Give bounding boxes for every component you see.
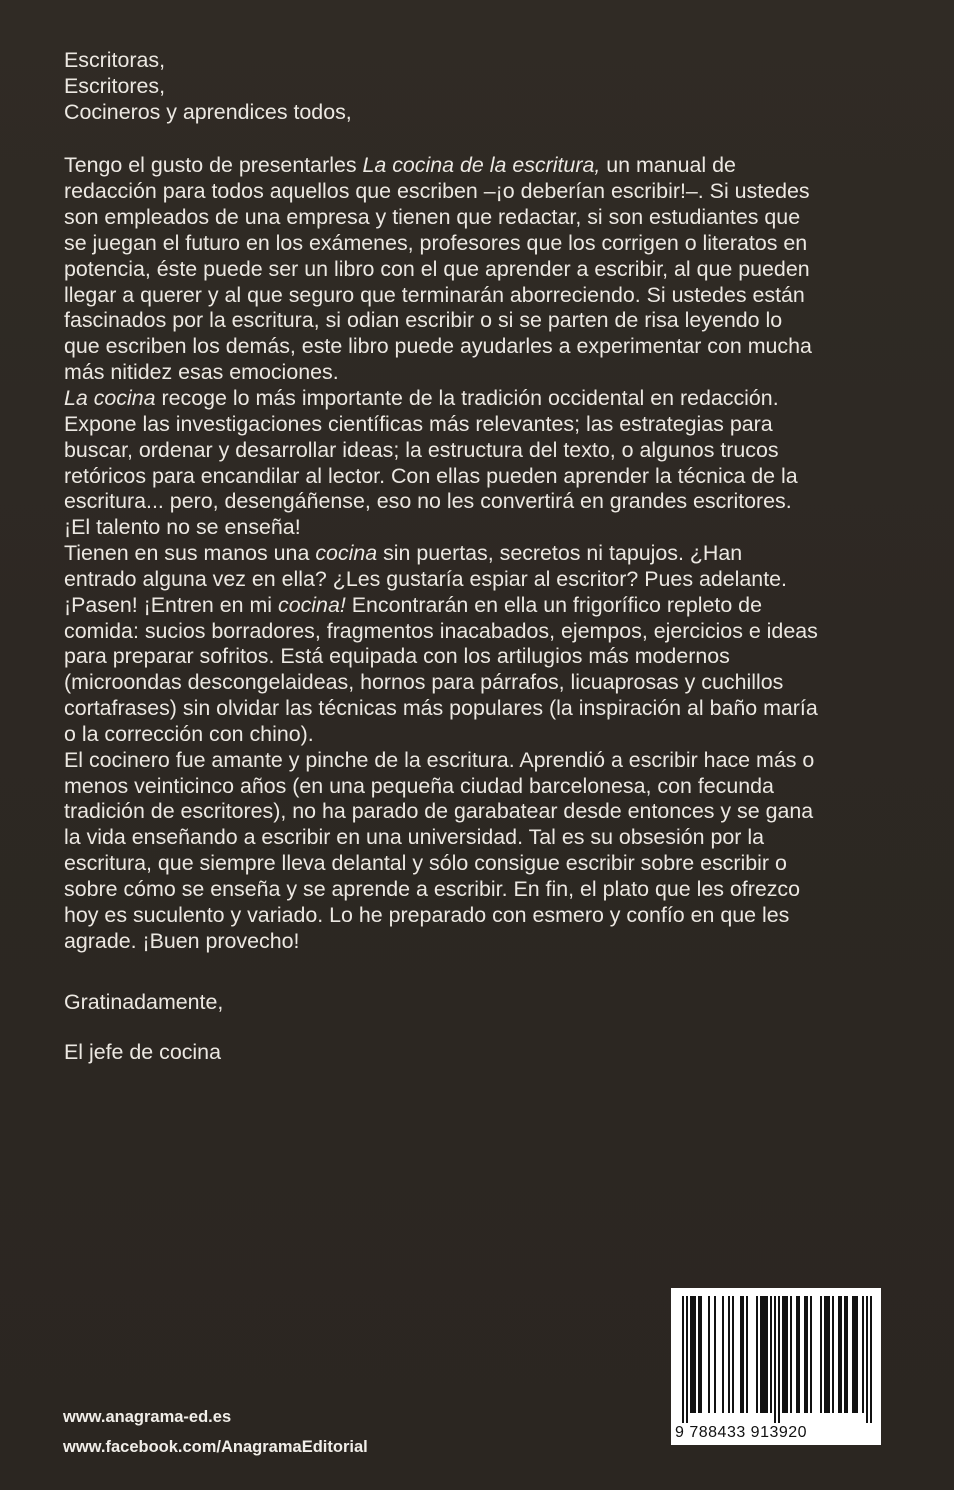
barcode-bar	[708, 1296, 710, 1413]
barcode-bar	[698, 1296, 700, 1413]
barcode-bar	[770, 1296, 772, 1413]
barcode-bar	[714, 1296, 716, 1413]
text-line: más nitidez esas emociones.	[64, 360, 339, 385]
text-line	[64, 541, 894, 567]
barcode-bar	[838, 1296, 840, 1413]
barcode-bar	[762, 1296, 764, 1413]
website-link[interactable]: www.anagrama-ed.es	[63, 1408, 232, 1426]
text-line: buscar, ordenar y desarrollar ideas; la estructura del texto, o algunos trucos	[64, 437, 779, 462]
barcode-bar	[742, 1296, 744, 1413]
text-line: son empleados de una empresa y tienen que redactar, si son estudiantes que	[64, 205, 801, 230]
text-line: sobre cómo se enseña y se aprende a escribir. En fin, el plato que les ofrezco	[64, 877, 801, 901]
text-line: tradición de escritores), no ha parado de garabatear desde entonces y se gana	[64, 799, 814, 824]
text-run: recoge lo más importante de la tradición occidental en redacción.	[155, 385, 779, 410]
barcode-bar	[700, 1296, 702, 1413]
barcode-bar	[740, 1296, 742, 1413]
barcode-bar	[832, 1296, 834, 1413]
text-line: redacción para todos aquellos que escriben –¡o deberían escribir!–. Si ustedes	[64, 179, 810, 204]
cover-text	[64, 48, 894, 1066]
text-line: que escriben los demás, este libro puede ayudarles a experimentar con mucha	[64, 334, 812, 359]
text-line: fascinados por la escritura, si odian escribir o si se parten de risa leyendo lo	[64, 308, 783, 333]
barcode-bar	[732, 1296, 734, 1413]
text-run: un manual de	[600, 153, 736, 178]
italic-run: cocina	[315, 541, 378, 566]
paragraph-author	[64, 748, 894, 955]
barcode-bar	[866, 1296, 868, 1423]
barcode-bar	[804, 1296, 806, 1413]
barcode-bars	[671, 1288, 881, 1423]
barcode-bar	[760, 1296, 762, 1413]
text-line: o la corrección con chino).	[64, 721, 314, 746]
barcode-bar	[682, 1296, 684, 1423]
text-run: Tengo el gusto de presentarles	[64, 153, 363, 178]
paragraph-kitchen	[64, 541, 894, 748]
text-line: cortafrases) sin olvidar las técnicas más populares (la inspiración al baño maría	[64, 696, 818, 721]
barcode-bar	[806, 1296, 808, 1413]
text-line: comida: sucios borradores, fragmentos inacabados, ejempos, ejercicios e ideas	[64, 618, 818, 643]
signature: El jefe de cocina	[64, 1040, 221, 1065]
barcode-bar	[782, 1296, 784, 1413]
greeting-line: Escritores,	[64, 73, 166, 98]
barcode-bar	[840, 1296, 842, 1413]
barcode-bar	[820, 1296, 822, 1413]
text-line: Expone las investigaciones científicas más relevantes; las estrategias para	[64, 411, 773, 436]
book-title: La cocina de la escritura,	[362, 153, 601, 178]
barcode-bar	[854, 1296, 856, 1413]
barcode-bar	[870, 1296, 872, 1423]
barcode-bar	[766, 1296, 768, 1413]
text-line: menos veinticinco años (en una pequeña ciudad barcelonesa, con fecunda	[64, 773, 774, 798]
text-run: sin puertas, secretos ni tapujos. ¿Han	[377, 541, 743, 566]
barcode-bar	[790, 1296, 792, 1413]
text-run: ¡Pasen! ¡Entren en mi	[64, 592, 279, 617]
barcode-bar	[826, 1296, 828, 1413]
barcode-bar	[844, 1296, 846, 1413]
text-line: hoy es suculento y variado. Lo he preparado con esmero y confío en que les	[64, 902, 790, 927]
text-line: El cocinero fue amante y pinche de la escritura. Aprendió a escribir hace más o	[64, 747, 815, 772]
text-line	[64, 153, 894, 179]
barcode-bar	[862, 1296, 864, 1413]
barcode-bar	[686, 1296, 688, 1423]
barcode-bar	[728, 1296, 730, 1413]
text-line: escritura... pero, desengáñense, eso no les convertirá en grandes escritores.	[64, 489, 792, 514]
text-run: Tienen en sus manos una	[64, 541, 316, 566]
greeting-line: Cocineros y aprendices todos,	[64, 99, 352, 124]
barcode-bar	[690, 1296, 692, 1413]
barcode-bar	[852, 1296, 854, 1413]
text-line: la vida enseñando a escribir en una universidad. Tal es su obsesión por la	[64, 825, 764, 850]
text-run: Encontrarán en ella un frigorífico repleto de	[345, 592, 762, 617]
barcode-digits: 9 788433 913920	[675, 1424, 808, 1441]
text-line: retóricos para encandilar al lector. Con ellas pueden aprender la técnica de la	[64, 463, 798, 488]
barcode	[671, 1288, 881, 1445]
text-line	[64, 593, 894, 619]
barcode-bar	[786, 1296, 788, 1413]
barcode-bar	[846, 1296, 848, 1413]
barcode-bar	[764, 1296, 766, 1413]
greeting	[64, 48, 894, 126]
facebook-link[interactable]: www.facebook.com/AnagramaEditorial	[63, 1438, 368, 1456]
text-line: potencia, éste puede ser un libro con el que aprender a escribir, al que pueden	[64, 256, 810, 281]
barcode-bar	[784, 1296, 786, 1413]
barcode-bar	[774, 1296, 776, 1423]
italic-run: La cocina	[64, 385, 156, 410]
publisher-links	[63, 1402, 368, 1462]
paragraph-content	[64, 386, 894, 541]
barcode-bar	[810, 1296, 812, 1413]
greeting-line: Escritoras,	[64, 48, 166, 72]
barcode-bar	[778, 1296, 780, 1423]
text-line: escritura, que siempre lleva delantal y sólo consigue escribir sobre escribir o	[64, 851, 787, 876]
barcode-bar	[796, 1296, 798, 1413]
text-line: se juegan el futuro en los exámenes, profesores que los corrigen o literatos en	[64, 230, 808, 255]
paragraph-intro	[64, 153, 894, 386]
barcode-bar	[692, 1296, 694, 1413]
text-line: ¡El talento no se enseña!	[64, 515, 301, 540]
barcode-bar	[746, 1296, 748, 1413]
barcode-bar	[856, 1296, 858, 1413]
closing: Gratinadamente,	[64, 990, 224, 1015]
barcode-bar	[756, 1296, 758, 1413]
text-line	[64, 386, 894, 412]
text-line: agrade. ¡Buen provecho!	[64, 928, 300, 953]
barcode-bar	[828, 1296, 830, 1413]
barcode-bar	[824, 1296, 826, 1413]
text-line: para preparar sofritos. Está equipada con los artilugios más modernos	[64, 644, 730, 669]
text-line: llegar a querer y al que seguro que terminarán aborreciendo. Si ustedes están	[64, 282, 805, 307]
text-line: (microondas descongelaideas, hornos para párrafos, licuaprosas y cuchillos	[64, 670, 784, 695]
text-line: entrado alguna vez en ella? ¿Les gustaría espiar al escritor? Pues adelante.	[64, 566, 787, 591]
italic-run: cocina!	[278, 592, 346, 617]
barcode-bar	[694, 1296, 696, 1413]
barcode-bar	[798, 1296, 800, 1413]
barcode-bar	[722, 1296, 724, 1413]
